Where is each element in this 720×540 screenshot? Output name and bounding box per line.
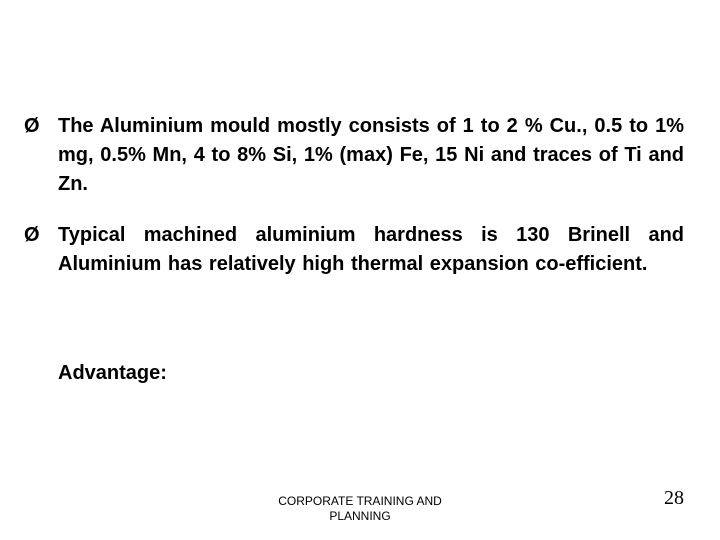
footer-line-2: PLANNING: [329, 509, 391, 523]
bullet-row: [24, 112, 684, 199]
advantage-heading: Advantage:: [58, 362, 167, 384]
footer-organization: [270, 494, 450, 524]
bullet-text-composition: The Aluminium mould mostly consists of 1 to 2 % Cu., 0.5 to 1% mg, 0.5% Mn, 4 to 8% Si, 1% (max) Fe, 15 Ni and traces of Ti and Zn.: [58, 115, 684, 195]
arrow-bullet-icon: Ø: [24, 224, 40, 246]
arrow-bullet-icon: Ø: [24, 115, 40, 137]
bullet-item-hardness: [24, 221, 684, 279]
bullet-item-composition: [24, 112, 684, 199]
page-number: 28: [664, 487, 684, 509]
bullet-row: [24, 221, 684, 279]
bullet-text-hardness: Typical machined aluminium hardness is 130 Brinell and Aluminium has relatively high thermal expansion co-efficient.: [58, 224, 684, 275]
footer-line-1: CORPORATE TRAINING AND: [278, 494, 442, 508]
